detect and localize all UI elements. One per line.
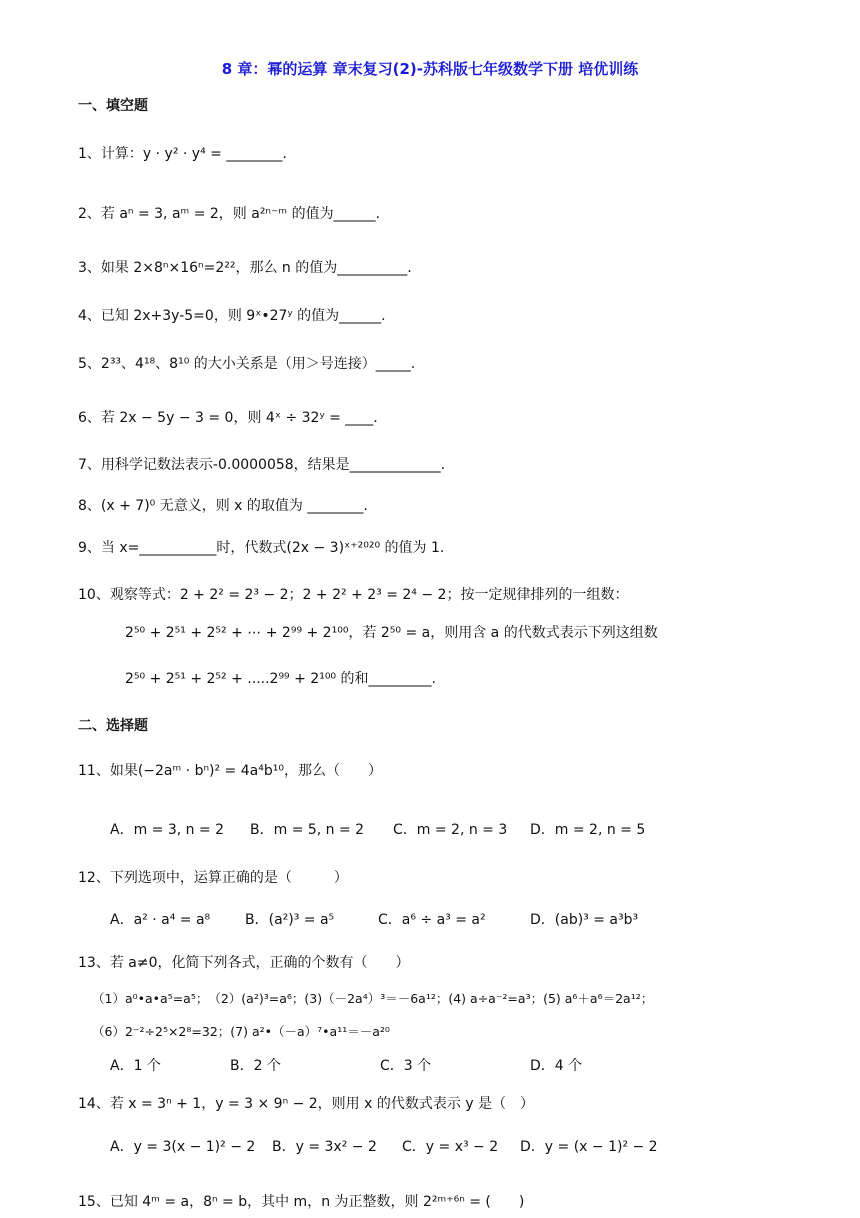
page-title: 8 章：幂的运算 章末复习(2)-苏科版七年级数学下册 培优训练 bbox=[221, 60, 639, 78]
question-13-items-line2: （6）2⁻²÷2⁵×2⁸=32；(7) a²•（－a）⁷•a¹¹＝－a²⁰ bbox=[92, 1024, 390, 1039]
question-10-series: 2⁵⁰ + 2⁵¹ + 2⁵² + ⋯ + 2⁹⁹ + 2¹⁰⁰，若 2⁵⁰ = a，则用含 a 的代数式表示下列这组数 bbox=[125, 625, 658, 641]
section-multiple-choice: 二、选择题 bbox=[78, 718, 148, 734]
question-13: 13、若 a≠0，化简下列各式，正确的个数有（ ） bbox=[78, 955, 410, 971]
q14-option-c: C．y = x³ − 2 bbox=[402, 1139, 499, 1155]
q11-option-a: A．m = 3, n = 2 bbox=[110, 822, 225, 838]
question-13-items-line1: （1）a⁰•a•a⁵=a⁵； （2）(a²)³=a⁶；(3)（－2a⁴）³＝－6a¹²；(4) a÷a⁻²=a³；(5) a⁶＋a⁶＝2a¹²； bbox=[92, 991, 654, 1006]
section-fill-in: 一、填空题 bbox=[78, 98, 148, 114]
question-9: 9、当 x=___________时，代数式(2x − 3)ˣ⁺²⁰²⁰ 的值为 1. bbox=[78, 540, 445, 556]
q13-option-d: D．4 个 bbox=[530, 1058, 583, 1074]
q14-option-a: A．y = 3(x − 1)² − 2 bbox=[110, 1139, 256, 1155]
q14-option-b: B．y = 3x² − 2 bbox=[272, 1139, 377, 1155]
question-14: 14、若 x = 3ⁿ + 1，y = 3 × 9ⁿ − 2，则用 x 的代数式表示 y 是（ ） bbox=[78, 1096, 535, 1112]
question-5: 5、2³³、4¹⁸、8¹⁰ 的大小关系是（用＞号连接）_____. bbox=[78, 356, 416, 372]
q13-option-a: A．1 个 bbox=[110, 1058, 161, 1074]
question-10-stem: 10、观察等式：2 + 2² = 2³ − 2；2 + 2² + 2³ = 2⁴ − 2；按一定规律排列的一组数： bbox=[78, 587, 629, 603]
question-10-sum: 2⁵⁰ + 2⁵¹ + 2⁵² + .....2⁹⁹ + 2¹⁰⁰ 的和_________. bbox=[125, 671, 436, 687]
question-6: 6、若 2x − 5y − 3 = 0，则 4ˣ ÷ 32ʸ = ____. bbox=[78, 410, 378, 426]
q12-option-b: B．(a²)³ = a⁵ bbox=[245, 912, 335, 928]
question-2: 2、若 aⁿ = 3, aᵐ = 2，则 a²ⁿ⁻ᵐ 的值为______. bbox=[78, 206, 381, 222]
question-11: 11、如果(−2aᵐ · bⁿ)² = 4a⁴b¹⁰，那么（ ） bbox=[78, 763, 382, 779]
question-4: 4、已知 2x+3y-5=0，则 9ˣ•27ʸ 的值为______. bbox=[78, 308, 386, 324]
question-15: 15、已知 4ᵐ = a，8ⁿ = b，其中 m，n 为正整数，则 2²ᵐ⁺⁶ⁿ = ( ) bbox=[78, 1194, 525, 1210]
q11-option-c: C．m = 2, n = 3 bbox=[393, 822, 508, 838]
q12-option-c: C．a⁶ ÷ a³ = a² bbox=[378, 912, 486, 928]
q12-option-a: A．a² · a⁴ = a⁸ bbox=[110, 912, 211, 928]
question-3: 3、如果 2×8ⁿ×16ⁿ=2²²，那么 n 的值为__________. bbox=[78, 260, 412, 276]
question-8: 8、(x + 7)⁰ 无意义，则 x 的取值为 ________. bbox=[78, 498, 368, 514]
q11-option-b: B．m = 5, n = 2 bbox=[250, 822, 365, 838]
question-12: 12、下列选项中，运算正确的是（ ） bbox=[78, 870, 348, 886]
q12-option-d: D．(ab)³ = a³b³ bbox=[530, 912, 639, 928]
q11-option-d: D．m = 2, n = 5 bbox=[530, 822, 646, 838]
question-1: 1、计算：y · y² · y⁴ = ________. bbox=[78, 146, 287, 162]
question-7: 7、用科学记数法表示-0.0000058，结果是_____________. bbox=[78, 457, 446, 473]
q13-option-c: C．3 个 bbox=[380, 1058, 432, 1074]
q14-option-d: D．y = (x − 1)² − 2 bbox=[520, 1139, 658, 1155]
q13-option-b: B．2 个 bbox=[230, 1058, 281, 1074]
